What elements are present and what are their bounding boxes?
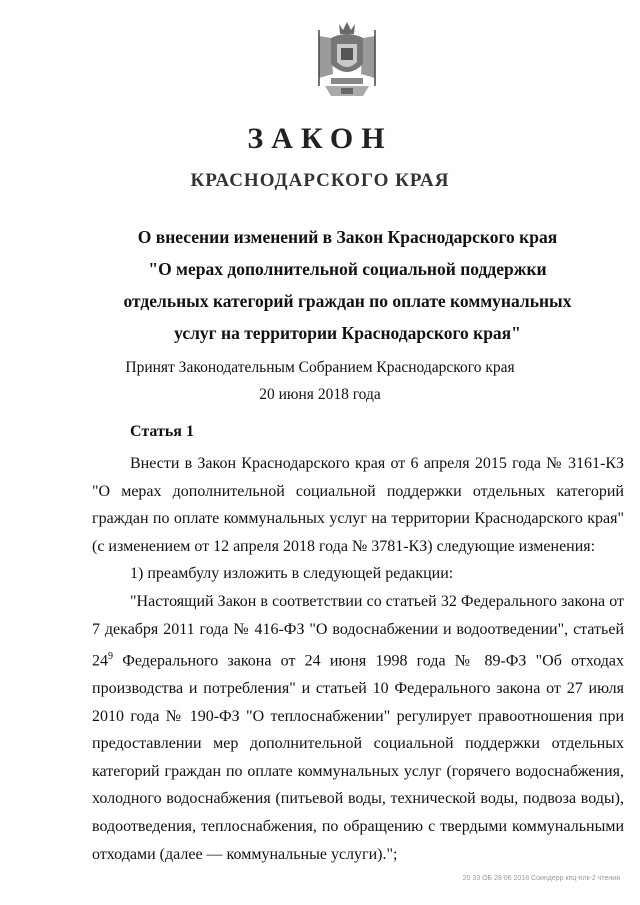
quote-text: "Настоящий Закон в соответствии со статьей 32 Федерального закона от 7 декабря 2011 года № 416-ФЗ "О водоснабжении и водоотведении", статьей 24 (92, 592, 624, 670)
superscript: 9 (108, 651, 113, 663)
heading-line: "О мерах дополнительной социальной поддержки (148, 259, 547, 279)
law-title: ЗАКОН (247, 122, 393, 155)
adoption-line: Принят Законодательным Собранием Краснодарского края (125, 359, 515, 376)
article-paragraph-quote (92, 588, 624, 868)
document-heading (120, 221, 575, 349)
article-title: Статья 1 (130, 423, 194, 440)
heading-line: О внесении изменений в Закон Краснодарского края (137, 227, 558, 247)
article-paragraph: 1) преамбулу изложить в следующей редакции: (130, 565, 454, 583)
coat-of-arms-icon (313, 20, 381, 102)
quote-text: Федерального закона от 24 июня 1998 года № 89-ФЗ "Об отходах производства и потребления" и статьей 10 Федерального закона от 27 июля 2010 года № 190-ФЗ "О теплоснабжении" регулирует правоотношения при предоставлении мер дополнительной социальной поддержки отдельных категорий граждан по оплате коммунальных услуг (горячего водоснабжения, холодного водоснабжения (питьевой воды, технической воды, подвоза воды), водоотведения, теплоснабжения, по обращению с твердыми коммунальными отходами (далее — коммунальные услуги)."; (92, 652, 624, 863)
footer-code: 20 33 ОБ 28 06 2018 Соиндерр кпц-плк-2 чтения (462, 875, 620, 882)
heading-line: отдельных категорий граждан по оплате коммунальных (123, 291, 572, 311)
adoption-date: 20 июня 2018 года (259, 386, 381, 403)
article-body (92, 450, 624, 868)
article-paragraph: Внести в Закон Краснодарского края от 6 апреля 2015 года № 3161-КЗ "О мерах дополнительной социальной поддержки отдельных категорий граждан по оплате коммунальных услуг на территории Краснодарского края" (с изменением от 12 апреля 2018 года № 3781-КЗ) следующие изменения: (92, 455, 624, 555)
heading-line: услуг на территории Краснодарского края" (174, 323, 521, 343)
region-title: КРАСНОДАРСКОГО КРАЯ (190, 170, 450, 191)
adoption-info (0, 354, 640, 408)
